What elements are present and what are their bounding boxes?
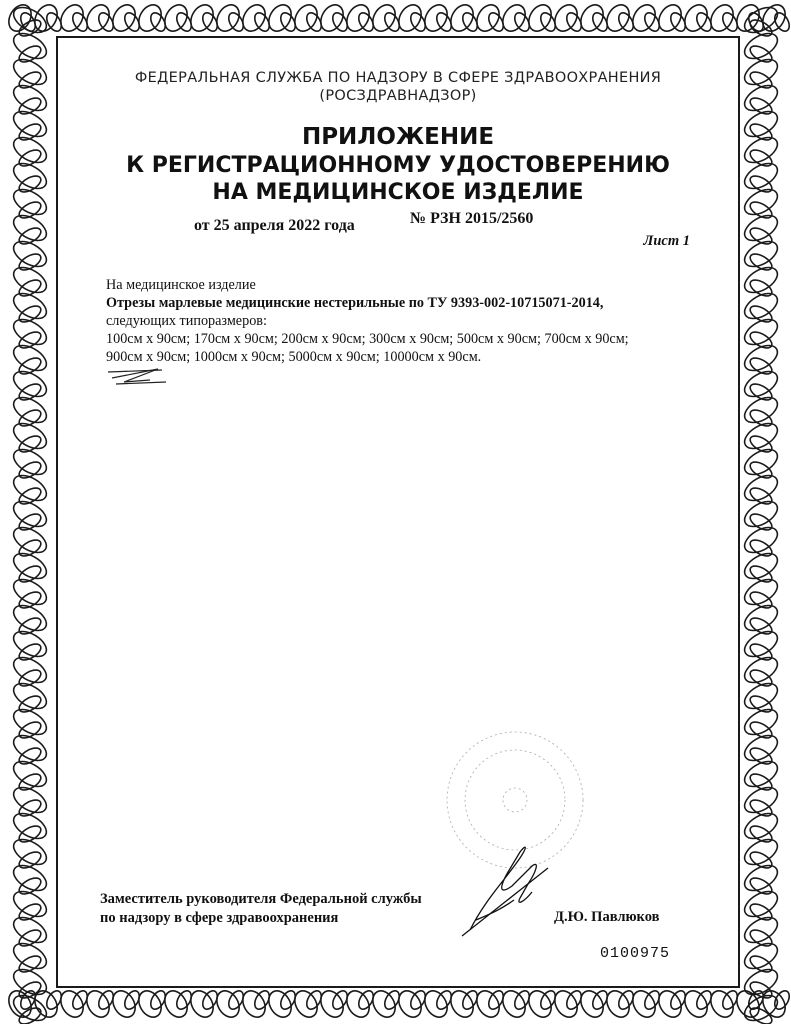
device-product: Отрезы марлевые медицинские нестерильные по ТУ 9393-002-10715071-2014, <box>106 295 604 311</box>
sizes-line-2: 900см x 90см; 1000см x 90см; 5000см x 90см; 10000см x 90см. <box>106 349 482 365</box>
agency-abbreviation: (РОСЗДРАВНАДЗОР) <box>319 88 477 104</box>
serial-number: 0100975 <box>600 945 671 962</box>
sizes-intro: следующих типоразмеров: <box>106 313 267 329</box>
document-subtitle-1: К РЕГИСТРАЦИОННОМУ УДОСТОВЕРЕНИЮ <box>126 153 670 178</box>
sizes-line-1: 100см x 90см; 170см x 90см; 200см x 90см; 300см x 90см; 500см x 90см; 700см x 90см; <box>106 331 629 347</box>
end-of-list-mark <box>108 369 166 384</box>
issue-date: от 25 апреля 2022 года <box>194 217 355 234</box>
sheet-number: Лист 1 <box>643 233 690 249</box>
signatory-position-line-1: Заместитель руководителя Федеральной службы <box>100 891 422 907</box>
agency-name: ФЕДЕРАЛЬНАЯ СЛУЖБА ПО НАДЗОРУ В СФЕРЕ ЗДРАВООХРАНЕНИЯ <box>134 70 662 86</box>
signatory-position-line-2: по надзору в сфере здравоохранения <box>100 910 339 926</box>
signatory-name: Д.Ю. Павлюков <box>554 909 660 925</box>
registration-number: № РЗН 2015/2560 <box>410 210 534 227</box>
document-title: ПРИЛОЖЕНИЕ <box>301 124 495 150</box>
document-subtitle-2: НА МЕДИЦИНСКОЕ ИЗДЕЛИЕ <box>212 180 584 205</box>
signature-icon <box>462 847 548 936</box>
faint-stamp-icon <box>447 732 583 868</box>
device-intro: На медицинское изделие <box>106 277 256 293</box>
